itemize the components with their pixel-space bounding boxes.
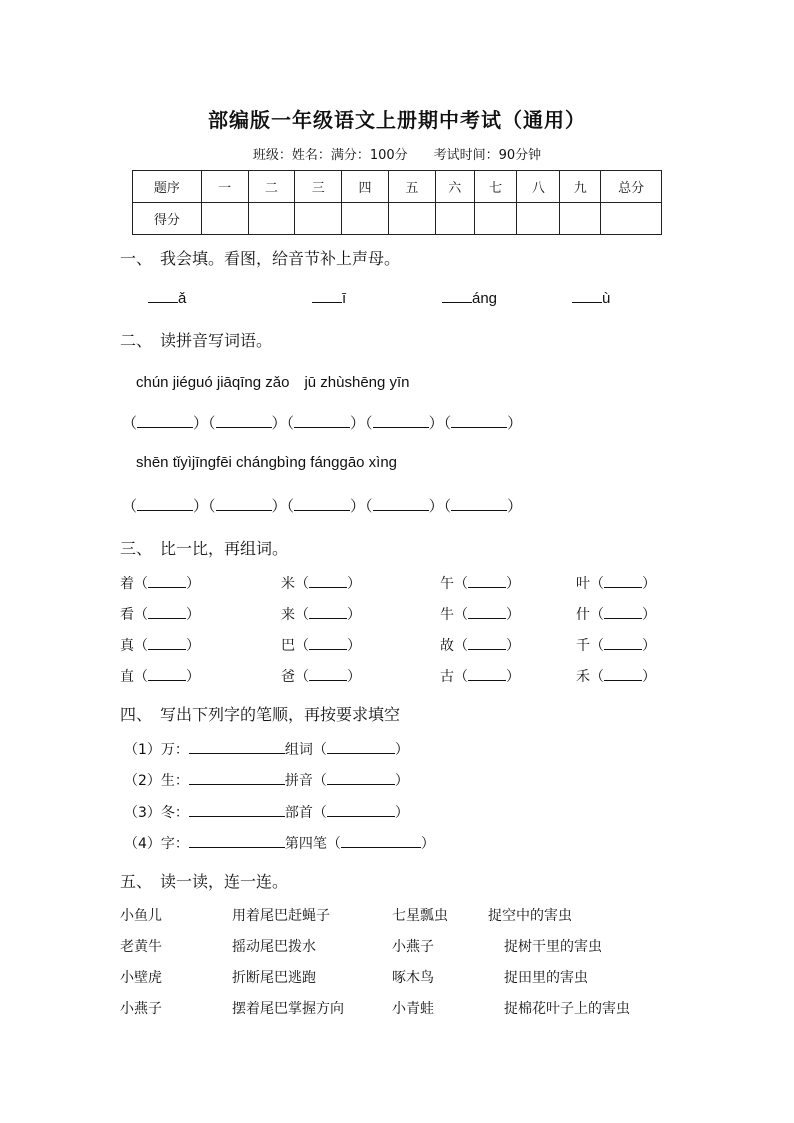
- compare-char-item: 真（ ）: [120, 635, 200, 655]
- item-requirement: 第四笔（: [284, 836, 341, 852]
- answer-blank[interactable]: [442, 288, 472, 303]
- word-blank[interactable]: [373, 413, 429, 428]
- match-tail-action[interactable]: 用着尾巴赶蝇子: [232, 908, 330, 924]
- stroke-order-item: （4）字： 第四笔（ ）: [124, 833, 435, 853]
- score-input-cell[interactable]: [601, 203, 662, 235]
- item-number: （2）生：: [124, 773, 189, 789]
- compare-char: 午: [440, 576, 454, 592]
- score-header-cell: 二: [248, 171, 295, 203]
- score-header-cell: 三: [295, 171, 342, 203]
- section4-heading: 四、 写出下列字的笔顺，再按要求填空: [120, 705, 401, 724]
- score-header-cell: 五: [388, 171, 435, 203]
- answer-blank[interactable]: [327, 770, 395, 785]
- stroke-blank[interactable]: [189, 802, 285, 817]
- word-blank[interactable]: [604, 604, 642, 619]
- word-blank[interactable]: [294, 413, 350, 428]
- page-title: 部编版一年级语文上册期中考试（通用）: [208, 108, 586, 132]
- match-animal[interactable]: 小燕子: [120, 1001, 162, 1017]
- score-input-cell[interactable]: [435, 203, 474, 235]
- initial-blank-item: [148, 288, 186, 307]
- final-syllable: ǎ: [178, 290, 187, 307]
- compare-char-item: 看（ ）: [120, 604, 200, 624]
- word-blanks-row-2: （ ）（ ）（ ）（ ）（ ）: [122, 498, 523, 515]
- compare-char: 牛: [440, 607, 454, 623]
- match-tail-action[interactable]: 摆着尾巴掌握方向: [232, 1001, 344, 1017]
- compare-char-item: 牛（ ）: [440, 604, 520, 624]
- score-header-cell: 总分: [601, 171, 662, 203]
- score-input-cell[interactable]: [517, 203, 560, 235]
- score-header-cell: 八: [517, 171, 560, 203]
- match-animal[interactable]: 小燕子: [392, 939, 434, 955]
- answer-blank[interactable]: [148, 288, 178, 303]
- word-blank[interactable]: [294, 496, 350, 511]
- compare-char-item: 来（ ）: [281, 604, 361, 624]
- stroke-order-item: （3）冬： 部首（ ）: [124, 802, 409, 822]
- compare-char: 禾: [576, 669, 590, 685]
- match-animal[interactable]: 小鱼儿: [120, 908, 162, 924]
- match-tail-action[interactable]: 折断尾巴逃跑: [232, 970, 316, 986]
- score-input-cell[interactable]: [248, 203, 295, 235]
- answer-blank[interactable]: [341, 833, 421, 848]
- section5-heading: 五、 读一读，连一连。: [120, 872, 289, 891]
- match-animal[interactable]: 老黄牛: [120, 939, 162, 955]
- match-pest-action[interactable]: 捉田里的害虫: [504, 970, 588, 986]
- score-input-cell[interactable]: [388, 203, 435, 235]
- compare-char-item: 古（ ）: [440, 666, 520, 686]
- word-blank[interactable]: [309, 635, 347, 650]
- word-blank[interactable]: [604, 666, 642, 681]
- score-header-cell: 九: [560, 171, 601, 203]
- item-number: （3）冬：: [124, 805, 189, 821]
- answer-blank[interactable]: [327, 739, 395, 754]
- match-pest-action[interactable]: 捉空中的害虫: [488, 908, 572, 924]
- score-table-score-row: [133, 203, 662, 235]
- final-syllable: ī: [342, 290, 347, 307]
- stroke-blank[interactable]: [189, 739, 285, 754]
- score-table-header-row: [133, 171, 662, 203]
- score-header-cell: 七: [474, 171, 517, 203]
- compare-char: 米: [281, 576, 295, 592]
- exam-info: 班级：姓名：满分：100分 考试时间：90分钟: [252, 148, 542, 163]
- score-input-cell[interactable]: [295, 203, 342, 235]
- compare-char: 古: [440, 669, 454, 685]
- stroke-blank[interactable]: [189, 833, 285, 848]
- match-pest-action[interactable]: 捉棉花叶子上的害虫: [504, 1001, 630, 1017]
- compare-char-item: 直（ ）: [120, 666, 200, 686]
- compare-char-item: 叶（ ）: [576, 573, 656, 593]
- score-header-cell: 一: [201, 171, 248, 203]
- match-animal[interactable]: 七星瓢虫: [392, 908, 448, 924]
- match-animal[interactable]: 小青蛙: [392, 1001, 434, 1017]
- word-blank[interactable]: [137, 496, 193, 511]
- item-requirement: 部首（: [284, 805, 327, 821]
- word-blank[interactable]: [468, 604, 506, 619]
- compare-char: 千: [576, 638, 590, 654]
- compare-char-item: 禾（ ）: [576, 666, 656, 686]
- final-syllable: ù: [602, 290, 611, 307]
- word-blank[interactable]: [451, 496, 507, 511]
- word-blank[interactable]: [216, 413, 272, 428]
- word-blank[interactable]: [604, 573, 642, 588]
- word-blank[interactable]: [373, 496, 429, 511]
- item-number: （1）万：: [124, 742, 189, 758]
- compare-char: 故: [440, 638, 454, 654]
- section1-heading: 一、 我会填。看图，给音节补上声母。: [120, 249, 401, 268]
- word-blank[interactable]: [148, 604, 186, 619]
- match-pest-action[interactable]: 捉树干里的害虫: [504, 939, 602, 955]
- word-blank[interactable]: [216, 496, 272, 511]
- match-tail-action[interactable]: 摇动尾巴拨水: [232, 939, 316, 955]
- score-header-cell: 四: [342, 171, 389, 203]
- item-number: （4）字：: [124, 836, 189, 852]
- answer-blank[interactable]: [572, 288, 602, 303]
- compare-char-item: 巴（ ）: [281, 635, 361, 655]
- compare-char-item: 午（ ）: [440, 573, 520, 593]
- answer-blank[interactable]: [327, 802, 395, 817]
- word-blank[interactable]: [309, 604, 347, 619]
- answer-blank[interactable]: [312, 288, 342, 303]
- compare-char: 叶: [576, 576, 590, 592]
- score-header-cell: 题序: [133, 171, 202, 203]
- word-blank[interactable]: [148, 635, 186, 650]
- score-row-label: 得分: [133, 203, 202, 235]
- match-animal[interactable]: 小壁虎: [120, 970, 162, 986]
- score-input-cell[interactable]: [474, 203, 517, 235]
- word-blank[interactable]: [137, 413, 193, 428]
- initial-blank-item: [442, 288, 497, 307]
- compare-char: 真: [120, 638, 134, 654]
- section2-heading: 二、 读拼音写词语。: [120, 331, 273, 350]
- stroke-order-item: （1）万： 组词（ ）: [124, 739, 409, 759]
- word-blank[interactable]: [148, 573, 186, 588]
- stroke-order-item: （2）生： 拼音（ ）: [124, 770, 409, 790]
- final-syllable: áng: [472, 290, 498, 307]
- compare-char: 什: [576, 607, 590, 623]
- word-blank[interactable]: [468, 666, 506, 681]
- score-input-cell[interactable]: [560, 203, 601, 235]
- compare-char: 看: [120, 607, 134, 623]
- pinyin-line-2: shēn tǐyìjīngfēi chángbìng fánggāo xìng: [136, 454, 398, 471]
- match-animal[interactable]: 啄木鸟: [392, 970, 434, 986]
- compare-char-item: 米（ ）: [281, 573, 361, 593]
- score-input-cell[interactable]: [342, 203, 389, 235]
- compare-char: 直: [120, 669, 134, 685]
- compare-char-item: 什（ ）: [576, 604, 656, 624]
- word-blank[interactable]: [148, 666, 186, 681]
- item-requirement: 组词（: [284, 742, 327, 758]
- word-blanks-row-1: （ ）（ ）（ ）（ ）（ ）: [122, 415, 523, 432]
- word-blank[interactable]: [451, 413, 507, 428]
- pinyin-line-1: chún jiéguó jiāqīng zǎo jū zhùshēng yīn: [136, 374, 410, 391]
- compare-char: 着: [120, 576, 134, 592]
- compare-char: 爸: [281, 669, 295, 685]
- word-blank[interactable]: [604, 635, 642, 650]
- compare-char: 巴: [281, 638, 295, 654]
- compare-char-item: 爸（ ）: [281, 666, 361, 686]
- compare-char: 来: [281, 607, 295, 623]
- word-blank[interactable]: [309, 666, 347, 681]
- score-input-cell[interactable]: [201, 203, 248, 235]
- item-requirement: 拼音（: [284, 773, 327, 789]
- initial-blank-item: [312, 288, 346, 307]
- stroke-blank[interactable]: [189, 770, 285, 785]
- initial-blank-item: [572, 288, 610, 307]
- word-blank[interactable]: [309, 573, 347, 588]
- compare-char-item: 着（ ）: [120, 573, 200, 593]
- word-blank[interactable]: [468, 573, 506, 588]
- score-table: [132, 170, 662, 235]
- word-blank[interactable]: [468, 635, 506, 650]
- score-header-cell: 六: [435, 171, 474, 203]
- compare-char-item: 千（ ）: [576, 635, 656, 655]
- compare-char-item: 故（ ）: [440, 635, 520, 655]
- section3-heading: 三、 比一比，再组词。: [120, 539, 289, 558]
